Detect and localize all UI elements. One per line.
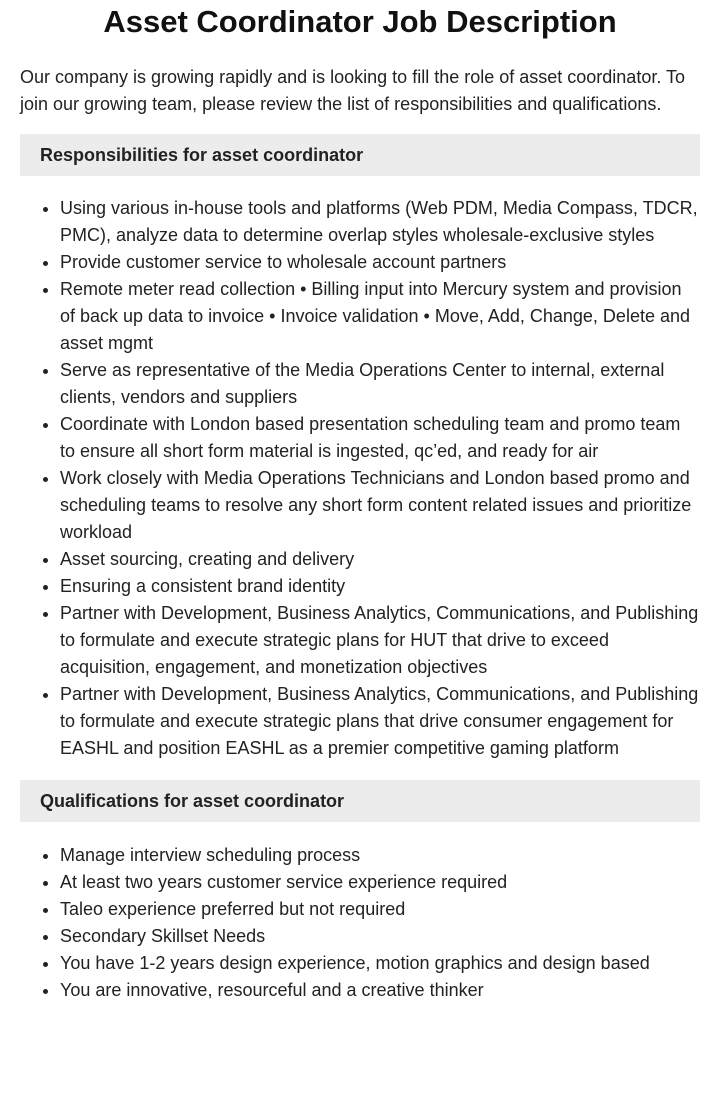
list-item: • Asset sourcing, creating and delivery (60, 546, 700, 573)
intro-paragraph: Our company is growing rapidly and is looking to fill the role of asset coordinator. To join our growing team, please review the list of responsibilities and qualifications. (20, 67, 686, 114)
responsibilities-heading: Responsibilities for asset coordinator (20, 134, 700, 176)
list-item: • Partner with Development, Business Analytics, Communications, and Publishing to formulate and execute strategic plans for HUT that drive to exceed acquisition, engagement, and monetization objectives (60, 600, 700, 681)
list-item: • Using various in-house tools and platforms (Web PDM, Media Compass, TDCR, PMC), analyze data to determine overlap styles wholesale-exclusive styles (60, 195, 700, 249)
list-item: • Work closely with Media Operations Technicians and London based promo and scheduling teams to resolve any short form content related issues and prioritize workload (60, 465, 700, 546)
list-item: • Serve as representative of the Media Operations Center to internal, external clients, vendors and suppliers (60, 357, 700, 411)
qualifications-heading: Qualifications for asset coordinator (20, 780, 700, 822)
list-item: • You are innovative, resourceful and a creative thinker (60, 977, 700, 1004)
list-item: • Partner with Development, Business Analytics, Communications, and Publishing to formulate and execute strategic plans that drive consumer engagement for EASHL and position EASHL as a premier competitive gaming platform (60, 681, 700, 762)
responsibilities-list (20, 195, 700, 762)
list-item: • Coordinate with London based presentation scheduling team and promo team to ensure all short form material is ingested, qc’ed, and ready for air (60, 411, 700, 465)
list-item: • Taleo experience preferred but not required (60, 896, 700, 923)
list-item: • You have 1-2 years design experience, motion graphics and design based (60, 950, 700, 977)
list-item: • At least two years customer service experience required (60, 869, 700, 896)
list-item: • Provide customer service to wholesale account partners (60, 249, 700, 276)
list-item: • Secondary Skillset Needs (60, 923, 700, 950)
page-title: Asset Coordinator Job Description (103, 4, 617, 39)
list-item: • Ensuring a consistent brand identity (60, 573, 700, 600)
qualifications-list (20, 842, 700, 1004)
list-item: • Remote meter read collection • Billing input into Mercury system and provision of back up data to invoice • Invoice validation • Move, Add, Change, Delete and asset mgmt (60, 276, 700, 357)
list-item: • Manage interview scheduling process (60, 842, 700, 869)
